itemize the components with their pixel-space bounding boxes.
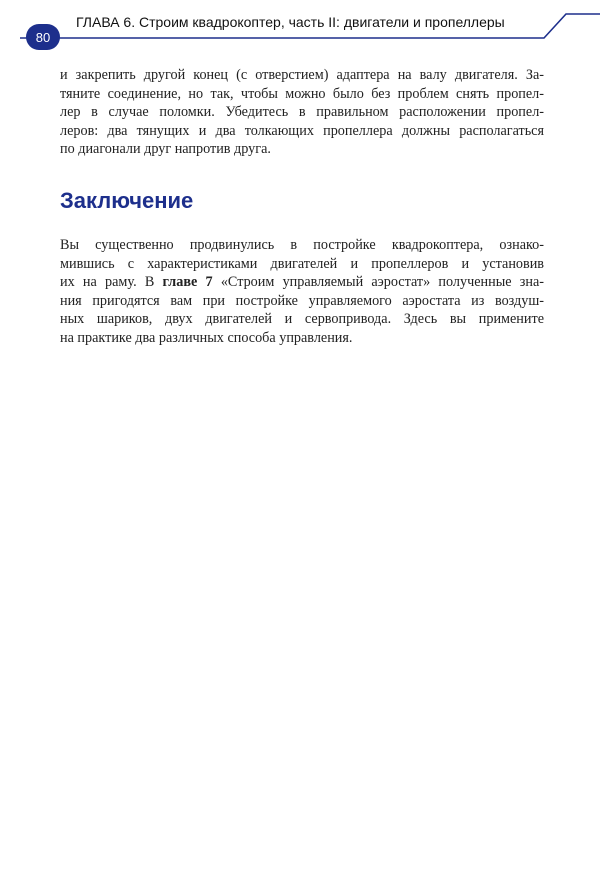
paragraph-1-line: лер в случае поломки. Убедитесь в правильном расположении пропел- — [60, 104, 544, 121]
paragraph-1 — [60, 66, 544, 159]
chapter-reference: главе 7 — [162, 274, 213, 291]
section-title: Заключение — [60, 188, 194, 213]
line3-start: их на раму. В — [60, 274, 163, 291]
paragraph-2-line — [60, 273, 544, 292]
paragraph-2-line: на практике два различных способа управления. — [60, 329, 353, 346]
page-number-badge — [26, 24, 60, 50]
page-number: 80 — [35, 29, 51, 45]
paragraph-1-line: по диагонали друг напротив друга. — [60, 141, 271, 158]
chapter-title: ГЛАВА 6. Строим квадрокоптер, часть II: двигатели и пропеллеры — [76, 14, 505, 30]
paragraph-2-line: ния пригодятся вам при постройке управляемого аэростата из воздуш- — [60, 292, 544, 309]
paragraph-2-line: мившись с характеристиками двигателей и пропеллеров и установив — [60, 255, 544, 272]
paragraph-2-line: Вы существенно продвинулись в постройке квадрокоптера, ознако- — [60, 237, 544, 253]
line3-end: «Строим управляемый аэростат» полученные зна- — [212, 274, 544, 291]
paragraph-1-line: леров: два тянущих и два толкающих пропеллера должны располагаться — [60, 122, 544, 139]
header-rule — [0, 0, 600, 60]
paragraph-1-line: и закрепить другой конец (с отверстием) адаптера на валу двигателя. За- — [60, 67, 544, 83]
paragraph-2-line: ных шариков, двух двигателей и сервопривода. Здесь вы примените — [60, 311, 544, 328]
paragraph-2 — [60, 236, 544, 348]
paragraph-1-line: тяните соединение, но так, чтобы можно было без проблем снять пропел- — [60, 85, 544, 102]
